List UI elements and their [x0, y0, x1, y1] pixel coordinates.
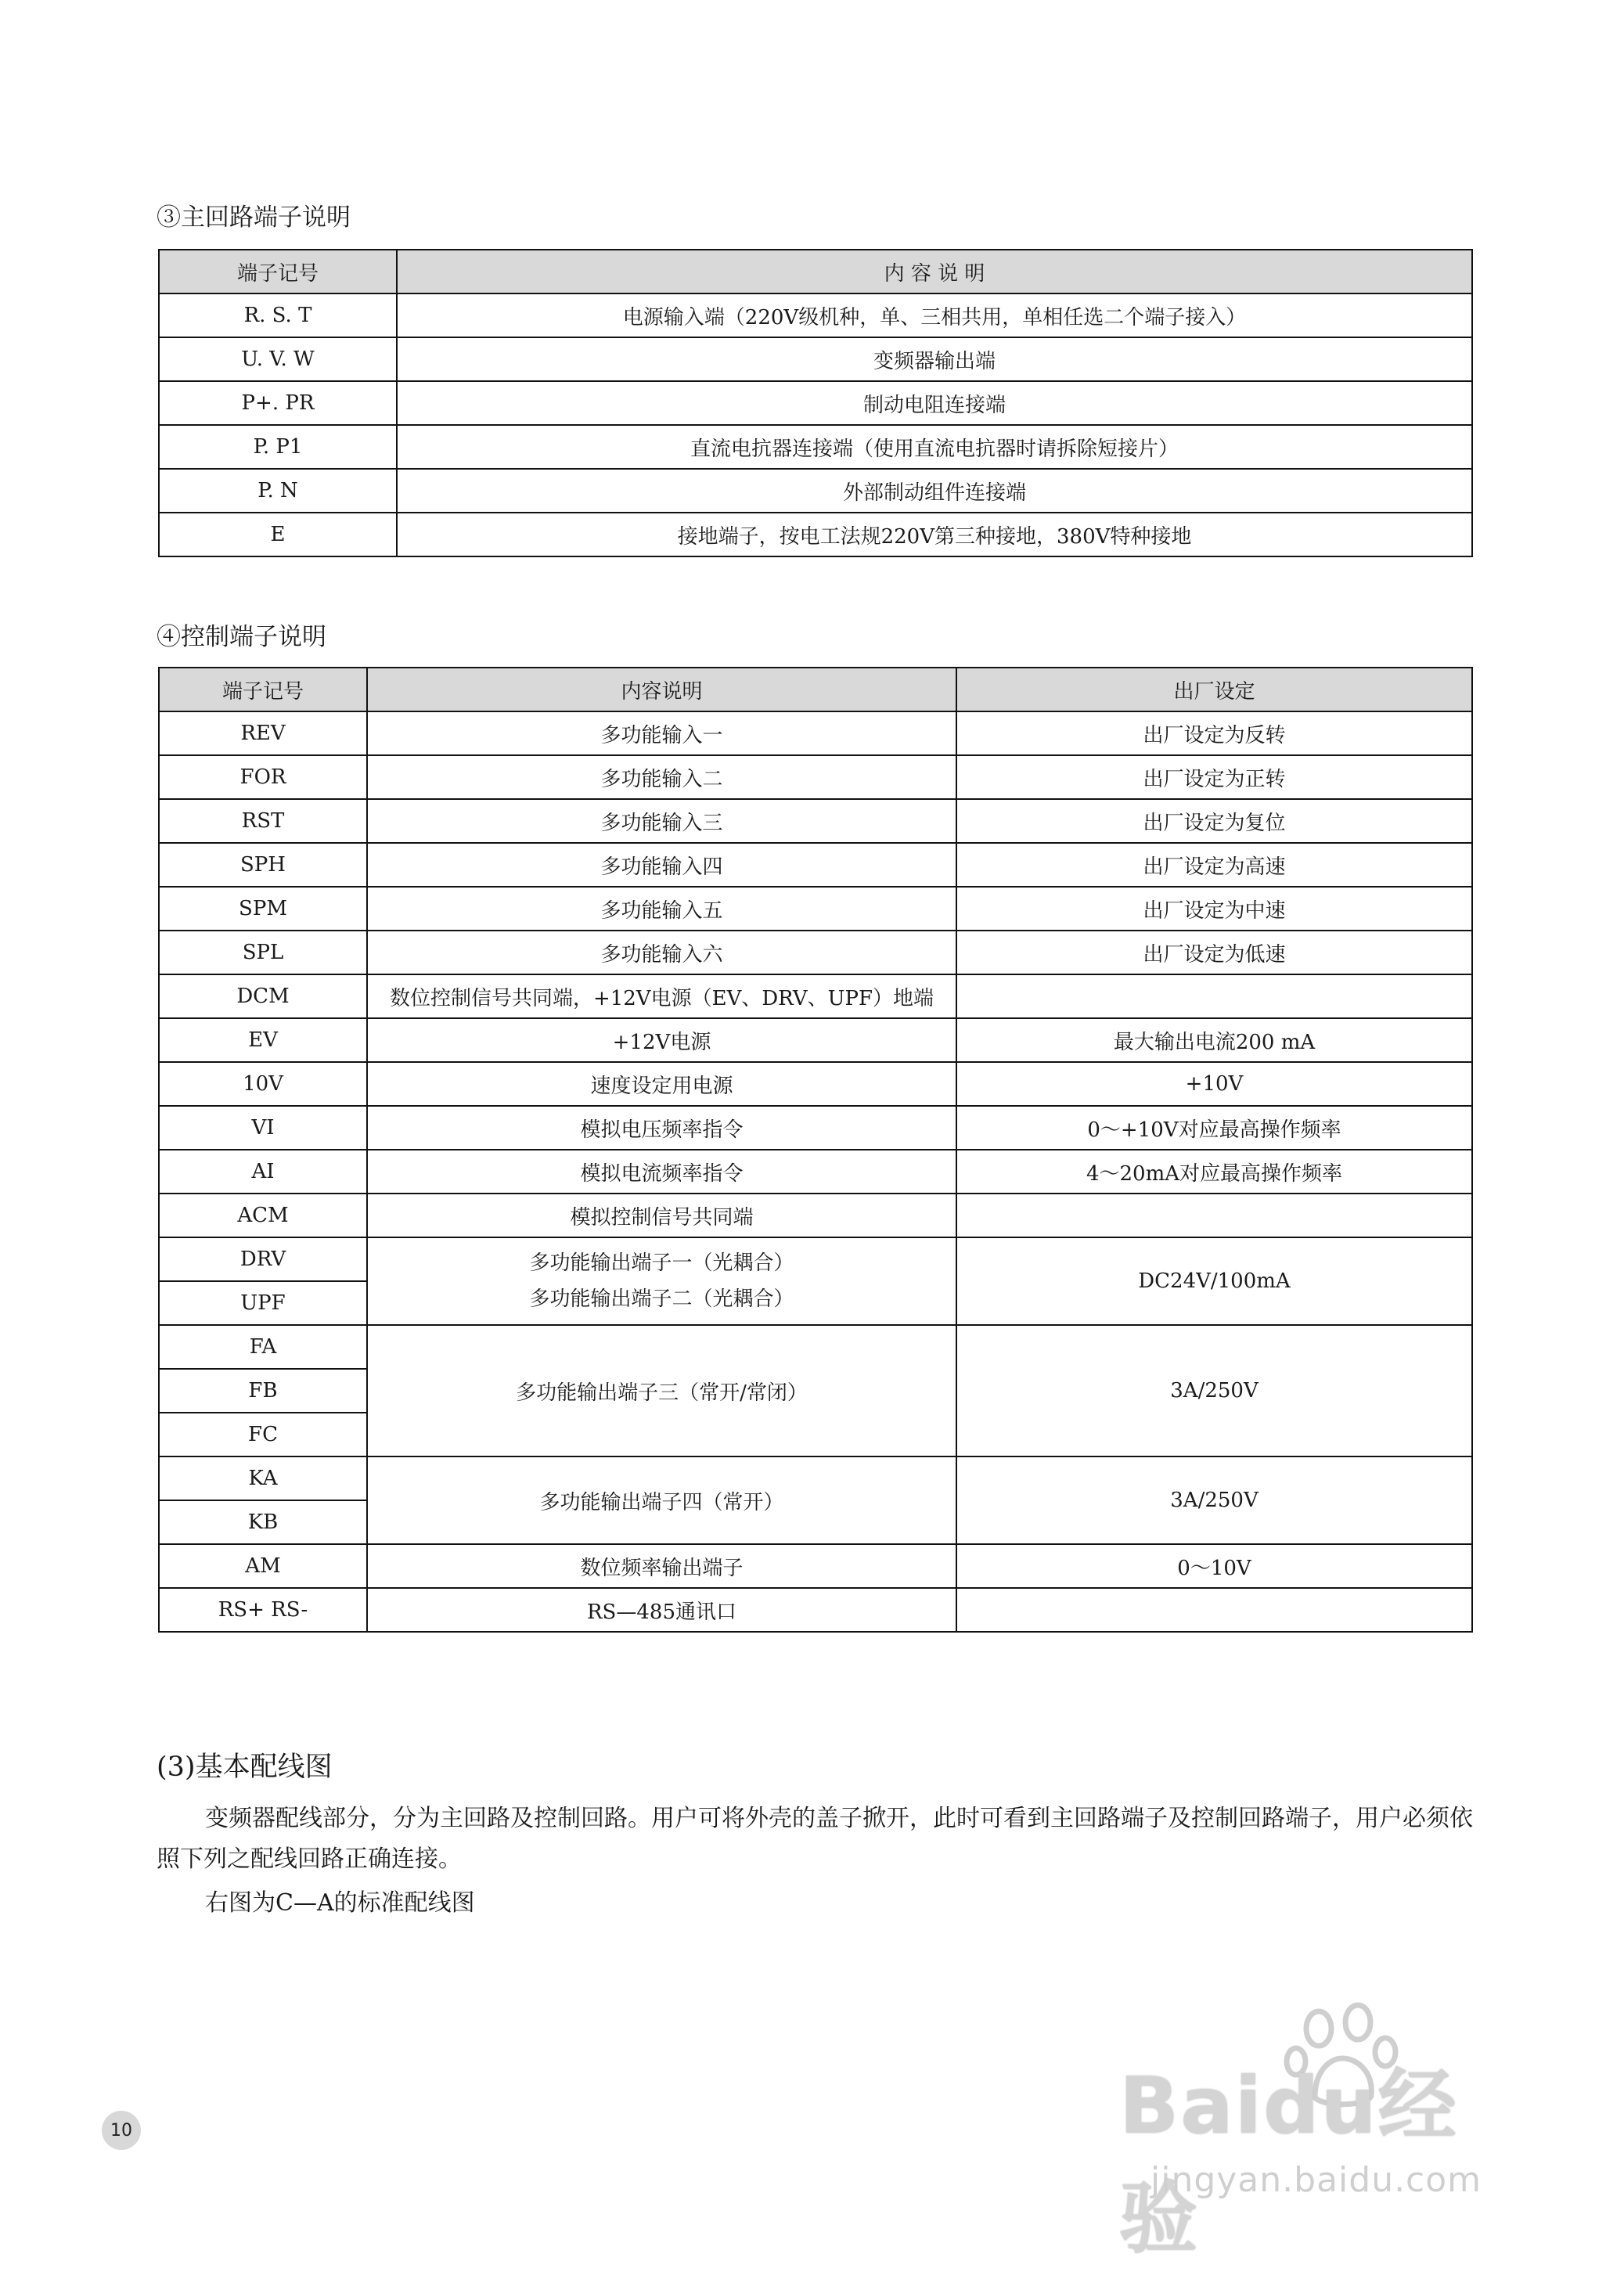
terminal-description: 模拟电流频率指令: [367, 1150, 956, 1194]
table-header-row: [159, 668, 1472, 711]
terminal-description: 电源输入端（220V级机种，单、三相共用，单相任选二个端子接入）: [397, 293, 1472, 337]
table-row: [159, 799, 1472, 843]
header-terminal-code: 端子记号: [159, 250, 397, 293]
terminal-description: +12V电源: [367, 1018, 956, 1062]
table-row: [159, 1456, 1472, 1500]
header-description: 内容说明: [367, 668, 956, 711]
terminal-description: 接地端子，按电工法规220V第三种接地，380V特种接地: [397, 513, 1472, 556]
factory-setting: 3A/250V: [956, 1325, 1472, 1456]
terminal-description: 多功能输入三: [367, 799, 956, 843]
table-row: [159, 337, 1472, 381]
header-factory-setting: 出厂设定: [956, 668, 1472, 711]
wiring-section-title: (3)基本配线图: [157, 1752, 333, 1783]
table-row: [159, 513, 1472, 556]
table-row: [159, 1194, 1472, 1237]
terminal-description: 多功能输入四: [367, 843, 956, 887]
terminal-code: U. V. W: [159, 337, 397, 381]
terminal-description: 变频器输出端: [397, 337, 1472, 381]
terminal-code: P. N: [159, 469, 397, 513]
terminal-code: FB: [159, 1369, 367, 1413]
terminal-code: EV: [159, 1018, 367, 1062]
factory-setting: 0～+10V对应最高操作频率: [956, 1106, 1472, 1150]
table-row: [159, 1325, 1472, 1369]
table-row: [159, 293, 1472, 337]
wiring-note: 右图为C—A的标准配线图: [205, 1889, 475, 1917]
terminal-code: RST: [159, 799, 367, 843]
table-row: [159, 711, 1472, 755]
factory-setting: 出厂设定为中速: [956, 887, 1472, 931]
table-row: [159, 887, 1472, 931]
terminal-description: 模拟控制信号共同端: [367, 1194, 956, 1237]
table-row: [159, 381, 1472, 425]
page-number: 10: [102, 2111, 141, 2150]
control-terminal-heading: ④控制端子说明: [157, 623, 326, 651]
table-row: [159, 931, 1472, 974]
table-row: [159, 1544, 1472, 1588]
wiring-paragraph: 变频器配线部分，分为主回路及控制回路。用户可将外壳的盖子掀开，此时可看到主回路端子及控制回路端子，用户必须依照下列之配线回路正确连接。: [157, 1805, 1473, 1873]
terminal-code: SPM: [159, 887, 367, 931]
watermark-url: jingyan.baidu.com: [1150, 2160, 1482, 2200]
header-description: 内 容 说 明: [397, 250, 1472, 293]
factory-setting: DC24V/100mA: [956, 1237, 1472, 1325]
terminal-code: E: [159, 513, 397, 556]
terminal-description: [367, 1237, 956, 1325]
terminal-description: 直流电抗器连接端（使用直流电抗器时请拆除短接片）: [397, 425, 1472, 469]
description-line: 多功能输出端子二（光耦合）: [529, 1287, 794, 1311]
factory-setting: [956, 1588, 1472, 1632]
factory-setting: +10V: [956, 1062, 1472, 1106]
factory-setting: 出厂设定为复位: [956, 799, 1472, 843]
table-row: [159, 1062, 1472, 1106]
terminal-code: FOR: [159, 755, 367, 799]
watermark-logo: Baidu经验: [1119, 2060, 1458, 2264]
table-header-row: [159, 250, 1472, 293]
table-row: [159, 974, 1472, 1018]
terminal-code: FA: [159, 1325, 367, 1369]
table-row: [159, 1150, 1472, 1194]
terminal-code: P. P1: [159, 425, 397, 469]
table-row: [159, 469, 1472, 513]
terminal-description: 速度设定用电源: [367, 1062, 956, 1106]
factory-setting: 0～10V: [956, 1544, 1472, 1588]
factory-setting: 出厂设定为高速: [956, 843, 1472, 887]
table-row: [159, 425, 1472, 469]
terminal-code: AI: [159, 1150, 367, 1194]
factory-setting: 出厂设定为反转: [956, 711, 1472, 755]
terminal-description: 多功能输入一: [367, 711, 956, 755]
factory-setting: 4～20mA对应最高操作频率: [956, 1150, 1472, 1194]
terminal-description: 数位控制信号共同端，+12V电源（EV、DRV、UPF）地端: [367, 974, 956, 1018]
terminal-description: 外部制动组件连接端: [397, 469, 1472, 513]
terminal-description: 模拟电压频率指令: [367, 1106, 956, 1150]
terminal-code: UPF: [159, 1281, 367, 1325]
terminal-code: RS+ RS-: [159, 1588, 367, 1632]
description-line: 多功能输出端子一（光耦合）: [529, 1251, 794, 1275]
terminal-description: 多功能输入二: [367, 755, 956, 799]
terminal-code: ACM: [159, 1194, 367, 1237]
terminal-description: 多功能输入六: [367, 931, 956, 974]
table-row: [159, 1237, 1472, 1281]
table-row: [159, 1588, 1472, 1632]
terminal-code: DCM: [159, 974, 367, 1018]
terminal-code: REV: [159, 711, 367, 755]
table-row: [159, 1018, 1472, 1062]
terminal-code: VI: [159, 1106, 367, 1150]
table-row: [159, 755, 1472, 799]
terminal-description: 制动电阻连接端: [397, 381, 1472, 425]
terminal-code: DRV: [159, 1237, 367, 1281]
factory-setting: 出厂设定为低速: [956, 931, 1472, 974]
terminal-description: 多功能输出端子四（常开）: [367, 1456, 956, 1544]
header-terminal-code: 端子记号: [159, 668, 367, 711]
table-row: [159, 843, 1472, 887]
factory-setting: 3A/250V: [956, 1456, 1472, 1544]
table-row: [159, 1106, 1472, 1150]
terminal-code: KA: [159, 1456, 367, 1500]
factory-setting: [956, 974, 1472, 1018]
terminal-description: RS—485通讯口: [367, 1588, 956, 1632]
terminal-code: SPL: [159, 931, 367, 974]
watermark: [1096, 1996, 1534, 2264]
terminal-description: 多功能输出端子三（常开/常闭）: [367, 1325, 956, 1456]
factory-setting: [956, 1194, 1472, 1237]
factory-setting: 最大输出电流200 mA: [956, 1018, 1472, 1062]
terminal-code: FC: [159, 1413, 367, 1456]
control-terminal-table: [158, 667, 1473, 1633]
terminal-code: SPH: [159, 843, 367, 887]
terminal-code: P+. PR: [159, 381, 397, 425]
terminal-description: 多功能输入五: [367, 887, 956, 931]
terminal-code: R. S. T: [159, 293, 397, 337]
terminal-code: AM: [159, 1544, 367, 1588]
terminal-code: 10V: [159, 1062, 367, 1106]
terminal-description: 数位频率输出端子: [367, 1544, 956, 1588]
factory-setting: 出厂设定为正转: [956, 755, 1472, 799]
main-terminal-heading: ③主回路端子说明: [157, 203, 351, 232]
terminal-code: KB: [159, 1500, 367, 1544]
main-terminal-table: [158, 249, 1473, 557]
